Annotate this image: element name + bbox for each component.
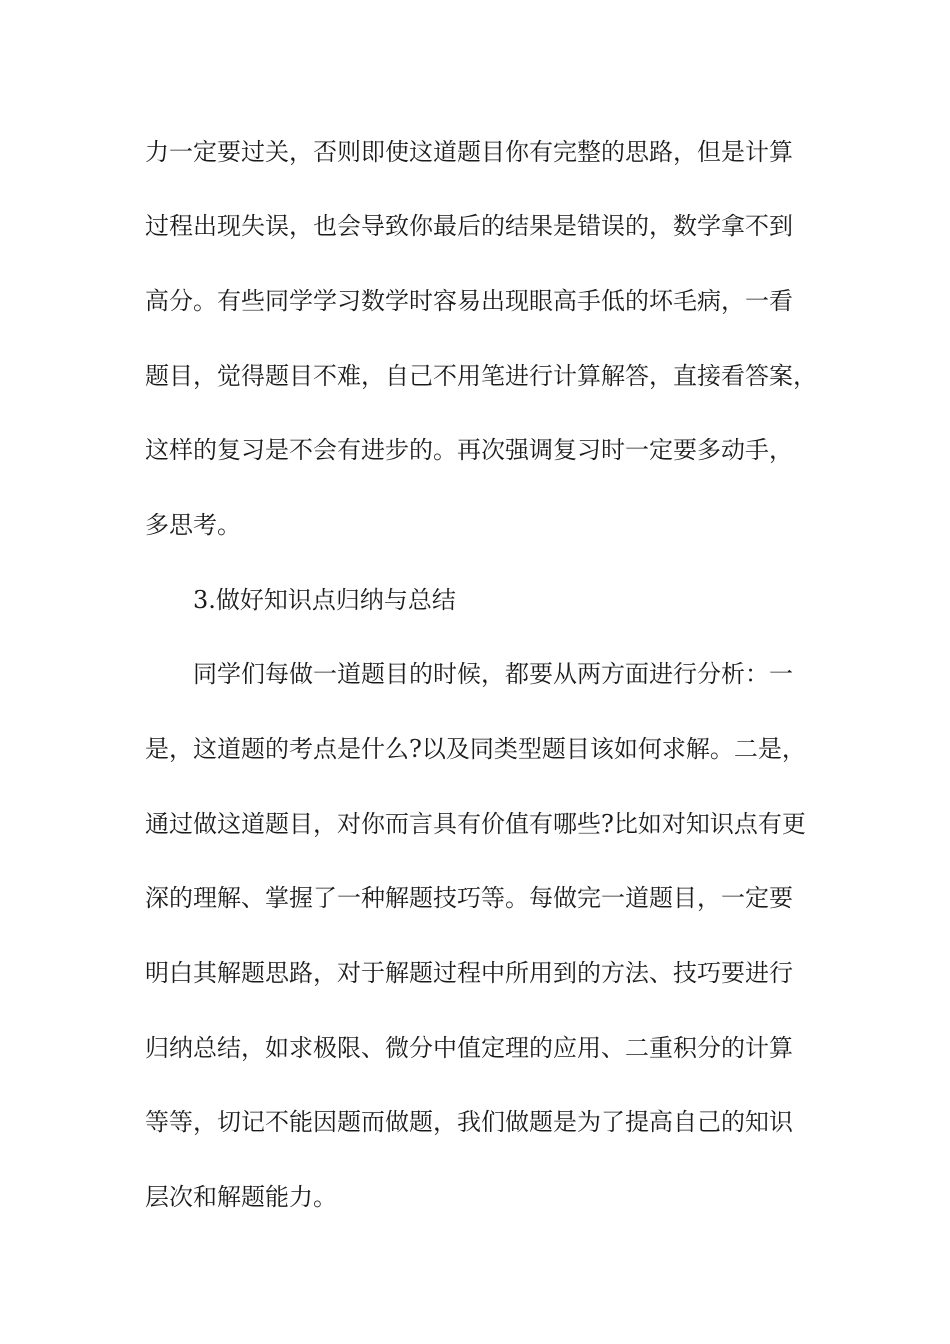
text-line: 力一定要过关，否则即使这道题目你有完整的思路，但是计算 (145, 138, 793, 166)
text-line: 题目，觉得题目不难，自己不用笔进行计算解答，直接看答案， (145, 362, 817, 390)
text-line: 是，这道题的考点是什么?以及同类型题目该如何求解。二是， (145, 735, 806, 763)
text-line: 等等，切记不能因题而做题，我们做题是为了提高自己的知识 (145, 1108, 793, 1136)
text-line: 归纳总结，如求极限、微分中值定理的应用、二重积分的计算 (145, 1034, 793, 1062)
text-line: 过程出现失误，也会导致你最后的结果是错误的，数学拿不到 (145, 212, 793, 240)
text-line: 这样的复习是不会有进步的。再次强调复习时一定要多动手， (145, 436, 793, 464)
section-heading: 3.做好知识点归纳与总结 (193, 586, 456, 614)
text-line: 层次和解题能力。 (145, 1183, 337, 1211)
text-line: 深的理解、掌握了一种解题技巧等。每做完一道题目，一定要 (145, 884, 793, 912)
text-line: 通过做这道题目，对你而言具有价值有哪些?比如对知识点有更 (145, 810, 806, 838)
text-line: 同学们每做一道题目的时候，都要从两方面进行分析：一 (193, 660, 793, 688)
text-line: 高分。有些同学学习数学时容易出现眼高手低的坏毛病，一看 (145, 287, 793, 315)
text-line: 明白其解题思路，对于解题过程中所用到的方法、技巧要进行 (145, 959, 793, 987)
text-line: 多思考。 (145, 511, 241, 539)
